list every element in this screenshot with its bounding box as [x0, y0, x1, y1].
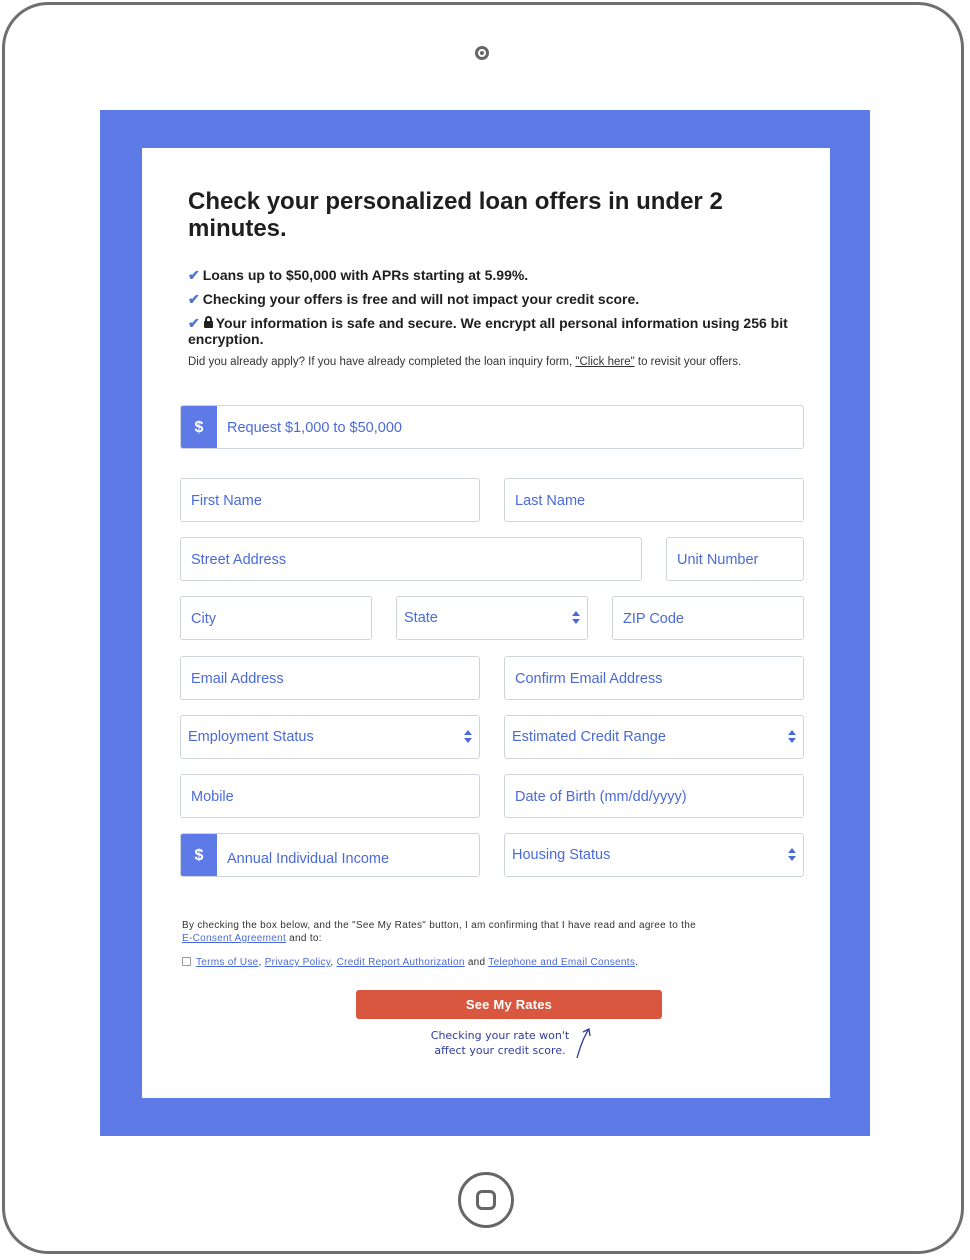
- dollar-icon: $: [181, 834, 217, 876]
- benefit-item-free: [188, 291, 798, 307]
- dollar-icon: $: [181, 406, 217, 448]
- street-address-placeholder: Street Address: [191, 552, 287, 568]
- rate-note: Checking your rate won't affect your credit score.: [430, 1029, 570, 1057]
- see-my-rates-button[interactable]: See My Rates: [356, 990, 662, 1019]
- hand-drawn-arrow-icon: [572, 1026, 596, 1060]
- email-input[interactable]: [180, 656, 480, 700]
- checkmark-icon: ✔: [188, 315, 200, 331]
- email-placeholder: Email Address: [191, 671, 284, 687]
- mobile-input[interactable]: [180, 774, 480, 818]
- lock-icon: [204, 321, 213, 328]
- first-name-input[interactable]: [180, 478, 480, 522]
- loan-amount-placeholder: Request $1,000 to $50,000: [227, 420, 402, 436]
- page-title: Check your personalized loan offers in under 2 minutes.: [188, 188, 723, 242]
- benefit-text: Your information is safe and secure. We encrypt all personal information using 256 bit encryption.: [188, 315, 788, 347]
- select-arrows-icon: [788, 730, 796, 744]
- street-address-input[interactable]: [180, 537, 642, 581]
- select-arrows-icon: [788, 848, 796, 862]
- home-square-icon: [476, 1190, 496, 1210]
- benefit-text: Loans up to $50,000 with APRs starting at 5.99%.: [202, 267, 529, 283]
- annual-income-placeholder: Annual Individual Income: [227, 851, 390, 867]
- agreement-row: Terms of Use, Privacy Policy, Credit Report Authorization and Telephone and Email Consents.: [182, 956, 638, 969]
- unit-number-input[interactable]: [666, 537, 804, 581]
- already-applied-text: Did you already apply? If you have already completed the loan inquiry form, "Click here" to revisit your offers.: [188, 356, 742, 368]
- annual-income-input[interactable]: [180, 833, 480, 877]
- credit-report-link[interactable]: Credit Report Authorization: [336, 957, 465, 968]
- benefit-item-secure: [188, 315, 798, 347]
- dob-placeholder: Date of Birth (mm/dd/yyyy): [515, 789, 687, 805]
- first-name-placeholder: First Name: [191, 493, 262, 509]
- benefit-item-apr: [188, 267, 798, 283]
- last-name-input[interactable]: [504, 478, 804, 522]
- benefit-text: Checking your offers is free and will not impact your credit score.: [202, 291, 640, 307]
- city-input[interactable]: [180, 596, 372, 640]
- employment-status-select[interactable]: [180, 715, 480, 759]
- consent-text: By checking the box below, and the "See My Rates" button, I am confirming that I have read and agree to the E-Consent Agreement and to:: [182, 920, 696, 944]
- select-arrows-icon: [464, 730, 472, 744]
- housing-status-select[interactable]: [504, 833, 804, 877]
- dob-input[interactable]: [504, 774, 804, 818]
- housing-status-placeholder: Housing Status: [512, 847, 611, 863]
- terms-of-use-link[interactable]: Terms of Use: [196, 957, 259, 968]
- unit-number-placeholder: Unit Number: [677, 552, 759, 568]
- checkmark-icon: ✔: [188, 291, 200, 307]
- state-select[interactable]: [396, 596, 588, 640]
- state-placeholder: State: [404, 610, 438, 626]
- employment-status-placeholder: Employment Status: [188, 729, 314, 745]
- loan-amount-input[interactable]: [180, 405, 804, 449]
- click-here-link[interactable]: "Click here": [575, 356, 635, 368]
- confirm-email-placeholder: Confirm Email Address: [515, 671, 663, 687]
- credit-range-placeholder: Estimated Credit Range: [512, 729, 666, 745]
- zip-code-placeholder: ZIP Code: [623, 611, 684, 627]
- telephone-consent-link[interactable]: Telephone and Email Consents: [488, 957, 636, 968]
- mobile-placeholder: Mobile: [191, 789, 234, 805]
- consent-checkbox[interactable]: [182, 957, 191, 966]
- privacy-policy-link[interactable]: Privacy Policy: [264, 957, 331, 968]
- camera-icon: [475, 46, 489, 60]
- credit-range-select[interactable]: [504, 715, 804, 759]
- zip-code-input[interactable]: [612, 596, 804, 640]
- e-consent-link[interactable]: E-Consent Agreement: [182, 933, 287, 944]
- city-placeholder: City: [191, 611, 216, 627]
- last-name-placeholder: Last Name: [515, 493, 586, 509]
- confirm-email-input[interactable]: [504, 656, 804, 700]
- checkmark-icon: ✔: [188, 267, 200, 283]
- select-arrows-icon: [572, 611, 580, 625]
- home-button[interactable]: [458, 1172, 514, 1228]
